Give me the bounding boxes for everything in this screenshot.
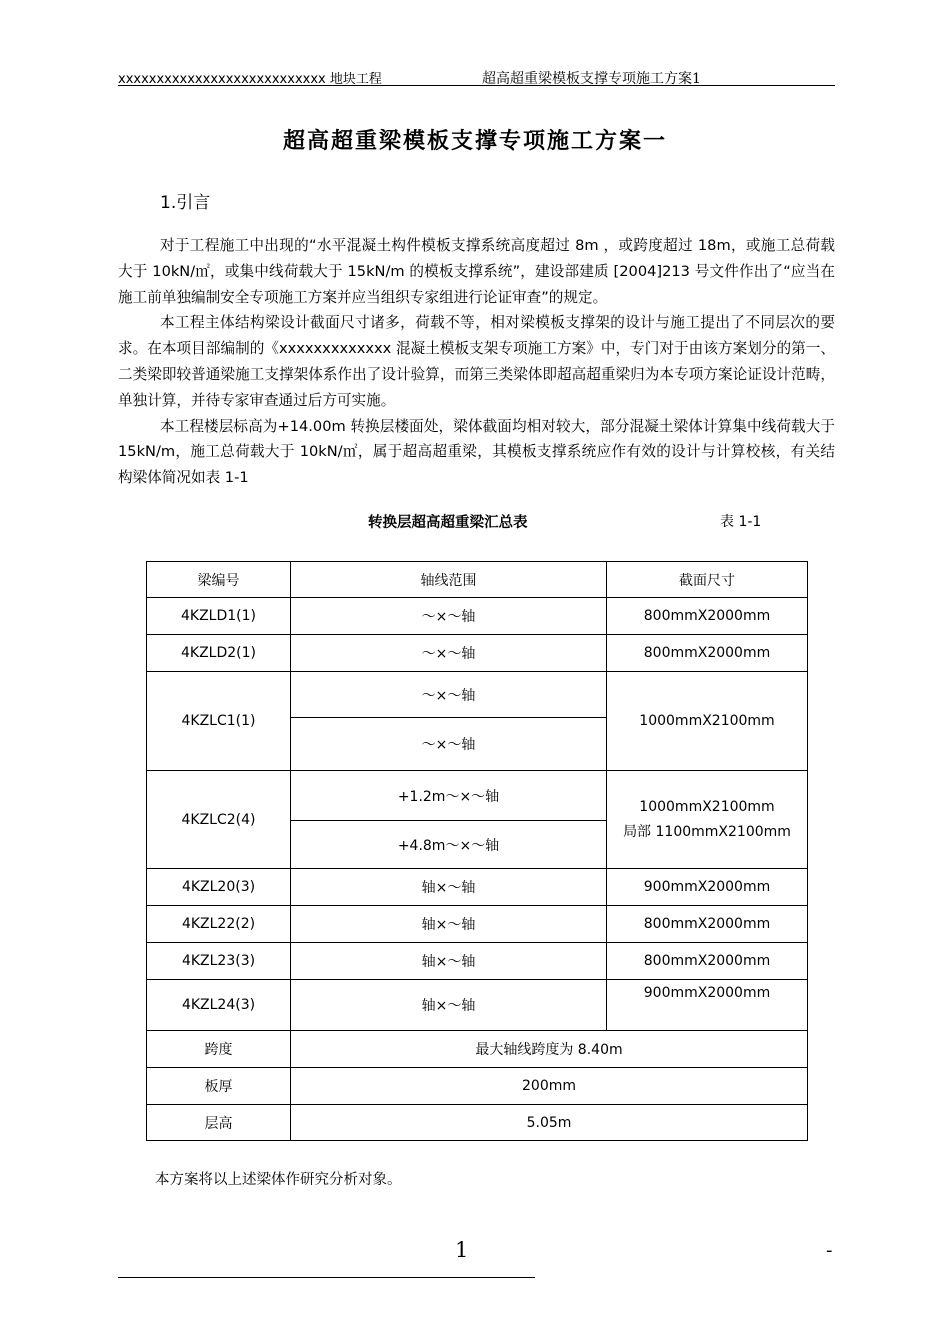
cell: 1000mmX2100mm	[607, 672, 808, 771]
cell: +1.2m～×～轴	[291, 771, 607, 821]
table-row	[147, 943, 808, 980]
cell: 4KZL20(3)	[147, 869, 291, 906]
table-row	[147, 906, 808, 943]
cell: 900mmX2000mm	[607, 980, 808, 1031]
body-text	[118, 233, 835, 491]
cell: 4KZL24(3)	[147, 980, 291, 1031]
header-cell: 截面尺寸	[607, 562, 808, 598]
cell: 轴×～轴	[291, 943, 607, 980]
cell: 4KZLC1(1)	[147, 672, 291, 771]
cell-line: 局部 1100mmX2100mm	[623, 823, 791, 840]
page-number: 1	[455, 1238, 469, 1262]
cell: 900mmX2000mm	[607, 869, 808, 906]
table-row	[147, 635, 808, 672]
page-dash: -	[826, 1240, 833, 1261]
cell: 轴×～轴	[291, 980, 607, 1031]
section-heading: 1.引言	[160, 193, 211, 213]
cell: ～×～轴	[291, 672, 607, 718]
cell: 4KZL23(3)	[147, 943, 291, 980]
cell-line: 1000mmX2100mm	[639, 798, 775, 815]
cell: 5.05m	[291, 1105, 808, 1141]
table-row	[147, 980, 808, 1031]
table-row	[147, 1105, 808, 1141]
table-row	[147, 672, 808, 718]
header-cell: 轴线范围	[291, 562, 607, 598]
cell: ～×～轴	[291, 598, 607, 635]
table-row	[147, 869, 808, 906]
cell	[607, 771, 808, 869]
cell: 4KZL22(2)	[147, 906, 291, 943]
cell: 板厚	[147, 1068, 291, 1105]
cell: 跨度	[147, 1031, 291, 1068]
table-caption: 转换层超高超重梁汇总表	[368, 515, 528, 531]
cell: ～×～轴	[291, 635, 607, 672]
cell: 200mm	[291, 1068, 808, 1105]
header-cell: 梁编号	[147, 562, 291, 598]
paragraph: 本工程楼层标高为+14.00m 转换层楼面处，梁体截面均相对较大，部分混凝土梁体计算集中线荷载大于 15kN/m，施工总荷载大于 10kN/㎡，属于超高超重梁，其模板支撑系统应作有效的设计与计算校核，有关结构梁体简况如表 1-1	[118, 417, 835, 487]
cell: 4KZLD1(1)	[147, 598, 291, 635]
cell: 轴×～轴	[291, 906, 607, 943]
cell: 轴×～轴	[291, 869, 607, 906]
cell: 800mmX2000mm	[607, 943, 808, 980]
table-header-row	[147, 562, 808, 598]
cell: 最大轴线跨度为 8.40m	[291, 1031, 808, 1068]
table-row	[147, 598, 808, 635]
beam-summary-table	[146, 561, 808, 1141]
footer-divider	[118, 1277, 535, 1278]
cell: 4KZLC2(4)	[147, 771, 291, 869]
cell: 4KZLD2(1)	[147, 635, 291, 672]
header-left: xxxxxxxxxxxxxxxxxxxxxxxxxxx 地块工程	[118, 72, 382, 87]
paragraph: 对于工程施工中出现的“水平混凝土构件模板支撑系统高度超过 8m ，或跨度超过 18m，或施工总荷载大于 10kN/㎡，或集中线荷载大于 15kN/m 的模板支撑系统”，建设部建质 [2004]213 号文件作出了“应当在施工前单独编制安全专项施工方案并应当组织专家组进行论证审查”的规定。	[118, 237, 835, 306]
closing-text: 本方案将以上述梁体作研究分析对象。	[155, 1172, 402, 1188]
cell: ～×～轴	[291, 718, 607, 771]
cell: 800mmX2000mm	[607, 906, 808, 943]
table-row	[147, 771, 808, 821]
cell: 800mmX2000mm	[607, 635, 808, 672]
cell: 800mmX2000mm	[607, 598, 808, 635]
table-row	[147, 1031, 808, 1068]
document-title: 超高超重梁模板支撑专项施工方案一	[282, 128, 667, 154]
table-row	[147, 1068, 808, 1105]
header-divider	[118, 85, 835, 86]
header-right: 超高超重梁模板支撑专项施工方案1	[482, 71, 701, 87]
cell: 层高	[147, 1105, 291, 1141]
table-number: 表 1-1	[720, 514, 762, 530]
cell: +4.8m～×～轴	[291, 821, 607, 869]
paragraph: 本工程主体结构梁设计截面尺寸诸多，荷载不等，相对梁模板支撑架的设计与施工提出了不同层次的要求。在本项目部编制的《xxxxxxxxxxxxx 混凝土模板支架专项施工方案》中，专门对于由该方案划分的第一、二类梁即较普通梁施工支撑架体系作出了设计验算，而第三类梁体即超高超重梁归为本专项方案论证设计范畴，单独计算，并待专家审查通过后方可实施。	[118, 314, 835, 409]
